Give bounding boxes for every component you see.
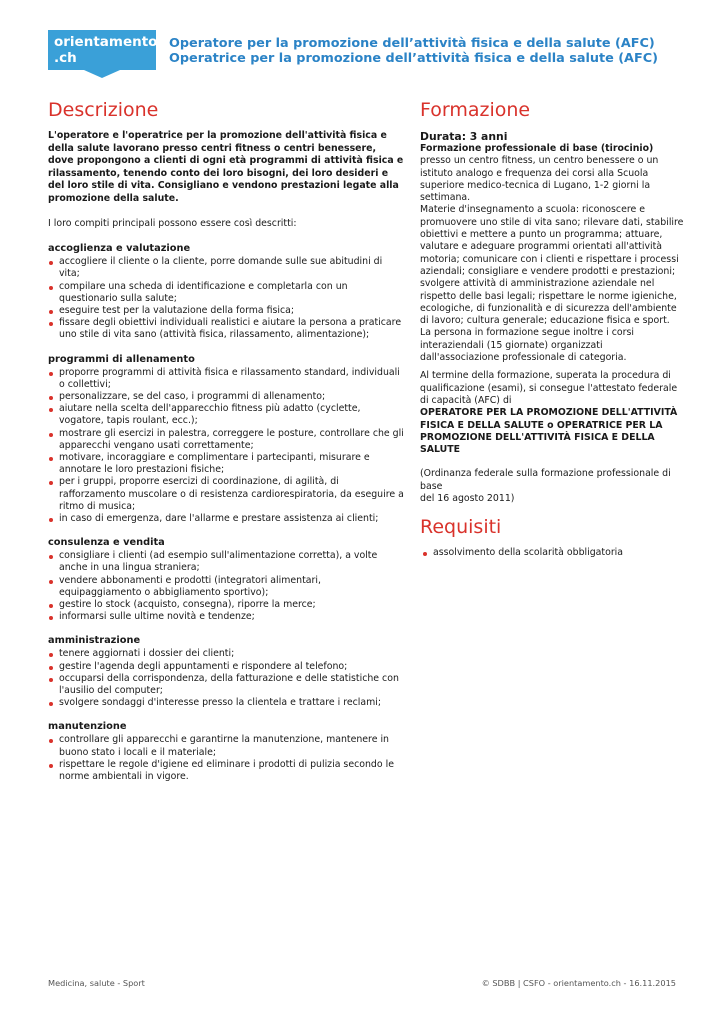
list-item: gestire lo stock (acquisto, consegna), riporre la merce; bbox=[48, 599, 404, 611]
formazione-qualification: Al termine della formazione, superata la procedura di qualificazione (esami), si consegue l'attestato federale di capacità (AFC) di bbox=[420, 370, 678, 406]
group-list-programmi bbox=[48, 367, 404, 526]
formazione-courses: La persona in formazione segue inoltre i corsi interaziendali (15 giornate) organizzati dall'associazione professionale di categoria. bbox=[420, 327, 634, 364]
formazione-certificate-title: OPERATORE PER LA PROMOZIONE DELL'ATTIVITÀ FISICA E DELLA SALUTE o OPERATRICE PER LA PROMOZIONE DELL'ATTIVITÀ FISICA E DELLA SALUTE bbox=[420, 407, 678, 456]
group-list-accoglienza bbox=[48, 256, 404, 341]
orientamento-logo[interactable] bbox=[48, 30, 156, 76]
formazione-ordinance bbox=[420, 468, 684, 505]
requisiti-heading: Requisiti bbox=[420, 516, 502, 539]
descrizione-heading: Descrizione bbox=[48, 99, 159, 121]
title-male: Operatore per la promozione dell’attività fisica e della salute (AFC) bbox=[169, 36, 655, 51]
group-list-consulenza bbox=[48, 550, 404, 623]
list-item: fissare degli obiettivi individuali realistici e aiutare la persona a praticare uno stile di vita sano (attività fisica, rilassamento, alimentazione); bbox=[48, 317, 404, 341]
list-item: controllare gli apparecchi e garantirne la manutenzione, mantenere in buono stato i locali e il materiale; bbox=[48, 734, 404, 758]
descrizione-lead: I loro compiti principali possono essere così descritti: bbox=[48, 217, 297, 229]
list-item: gestire l'agenda degli appuntamenti e rispondere al telefono; bbox=[48, 661, 404, 673]
formazione-type-detail: presso un centro fitness, un centro benessere o un istituto analogo e frequenza dei corsi alla Scuola superiore medico-tecnica di Lugano, 1-2 giorni la settimana. bbox=[420, 155, 659, 204]
list-item: vendere abbonamenti e prodotti (integratori alimentari, equipaggiamento o abbigliamento sportivo); bbox=[48, 575, 404, 599]
group-list-amministrazione bbox=[48, 648, 404, 709]
list-item: consigliare i clienti (ad esempio sull'alimentazione corretta), a volte anche in una lingua straniera; bbox=[48, 550, 404, 574]
group-title-consulenza: consulenza e vendita bbox=[48, 537, 165, 549]
logo-line-1: orientamento bbox=[54, 34, 158, 50]
list-item: assolvimento della scolarità obbligatoria bbox=[422, 547, 684, 559]
list-item: mostrare gli esercizi in palestra, correggere le posture, controllare che gli apparecchi vengano usati correttamente; bbox=[48, 428, 404, 452]
formazione-column bbox=[420, 98, 684, 571]
ordinance-line-2: del 16 agosto 2011) bbox=[420, 493, 515, 505]
document-title bbox=[169, 36, 658, 66]
formazione-type: Formazione professionale di base (tirocinio) bbox=[420, 143, 654, 154]
list-item: rispettare le regole d'igiene ed eliminare i prodotti di pulizia secondo le norme ambientali in vigore. bbox=[48, 759, 404, 783]
formazione-paragraph-1 bbox=[420, 143, 684, 204]
list-item: informarsi sulle ultime novità e tendenze; bbox=[48, 611, 404, 623]
logo-line-2: .ch bbox=[54, 50, 77, 66]
logo-text bbox=[54, 34, 157, 66]
group-title-manutenzione: manutenzione bbox=[48, 721, 127, 733]
logo-arrow-shape bbox=[84, 70, 120, 78]
list-item: occuparsi della corrispondenza, della fatturazione e delle statistiche con l'ausilio del computer; bbox=[48, 673, 404, 697]
footer-copyright: © SDBB | CSFO - orientamento.ch - 16.11.2015 bbox=[481, 978, 676, 988]
list-item: tenere aggiornati i dossier dei clienti; bbox=[48, 648, 404, 660]
list-item: personalizzare, se del caso, i programmi di allenamento; bbox=[48, 391, 404, 403]
list-item: accogliere il cliente o la cliente, porre domande sulle sue abitudini di vita; bbox=[48, 256, 404, 280]
list-item: motivare, incoraggiare e complimentare i partecipanti, misurare e annotare le loro prestazioni fisiche; bbox=[48, 452, 404, 476]
ordinance-line-1: (Ordinanza federale sulla formazione professionale di base bbox=[420, 468, 671, 492]
duration-label: Durata: 3 anni bbox=[420, 130, 508, 143]
footer-category: Medicina, salute - Sport bbox=[48, 978, 145, 988]
list-item: proporre programmi di attività fisica e rilassamento standard, individuali o collettivi; bbox=[48, 367, 404, 391]
list-item: per i gruppi, proporre esercizi di coordinazione, di agilità, di rafforzamento muscolare o di resistenza cardiorespiratoria, da eseguire a ritmo di musica; bbox=[48, 476, 404, 513]
group-title-amministrazione: amministrazione bbox=[48, 635, 141, 647]
group-list-manutenzione bbox=[48, 734, 404, 783]
list-item: compilare una scheda di identificazione e completarla con un questionario sulla salute; bbox=[48, 281, 404, 305]
group-title-programmi: programmi di allenamento bbox=[48, 353, 195, 365]
group-title-accoglienza: accoglienza e valutazione bbox=[48, 243, 191, 255]
list-item: eseguire test per la valutazione della forma fisica; bbox=[48, 305, 404, 317]
list-item: in caso di emergenza, dare l'allarme e prestare assistenza ai clienti; bbox=[48, 513, 404, 525]
list-item: aiutare nella scelta dell'apparecchio fitness più adatto (cyclette, vogatore, tapis roulant, ecc.); bbox=[48, 403, 404, 427]
formazione-heading: Formazione bbox=[420, 99, 531, 121]
requisiti-list bbox=[422, 547, 684, 559]
title-female: Operatrice per la promozione dell’attività fisica e della salute (AFC) bbox=[169, 51, 658, 66]
descrizione-intro: L'operatore e l'operatrice per la promozione dell'attività fisica e della salute lavorano presso centri fitness o centri benessere, dove propongono a clienti di ogni età programmi di attività fisica e rilassamento, tenendo conto dei loro bisogni, dei loro desideri e del loro stile di vita. Consigliano e vendono prestazioni legate alla promozione della salute. bbox=[48, 130, 404, 204]
formazione-subjects: Materie d'insegnamento a scuola: riconoscere e promuovere uno stile di vita sano; rilevare dati, stabilire obiettivi e mettere a punto un programma; attuare, valutare e adeguare programmi orientati all'attività motoria; comunicare con i clienti e rispettare i processi aziendali; consigliare e vendere prodotti e prestazioni; svolgere attività di amministrazione aziendale nel rispetto delle basi legali; rispettare le norme igieniche, ecologiche, di funzionalità e di sicurezza dell'ambiente di lavoro; cultura generale; educazione fisica e sport. bbox=[420, 204, 684, 327]
list-item: svolgere sondaggi d'interesse presso la clientela e trattare i reclami; bbox=[48, 697, 404, 709]
descrizione-column bbox=[48, 98, 404, 794]
